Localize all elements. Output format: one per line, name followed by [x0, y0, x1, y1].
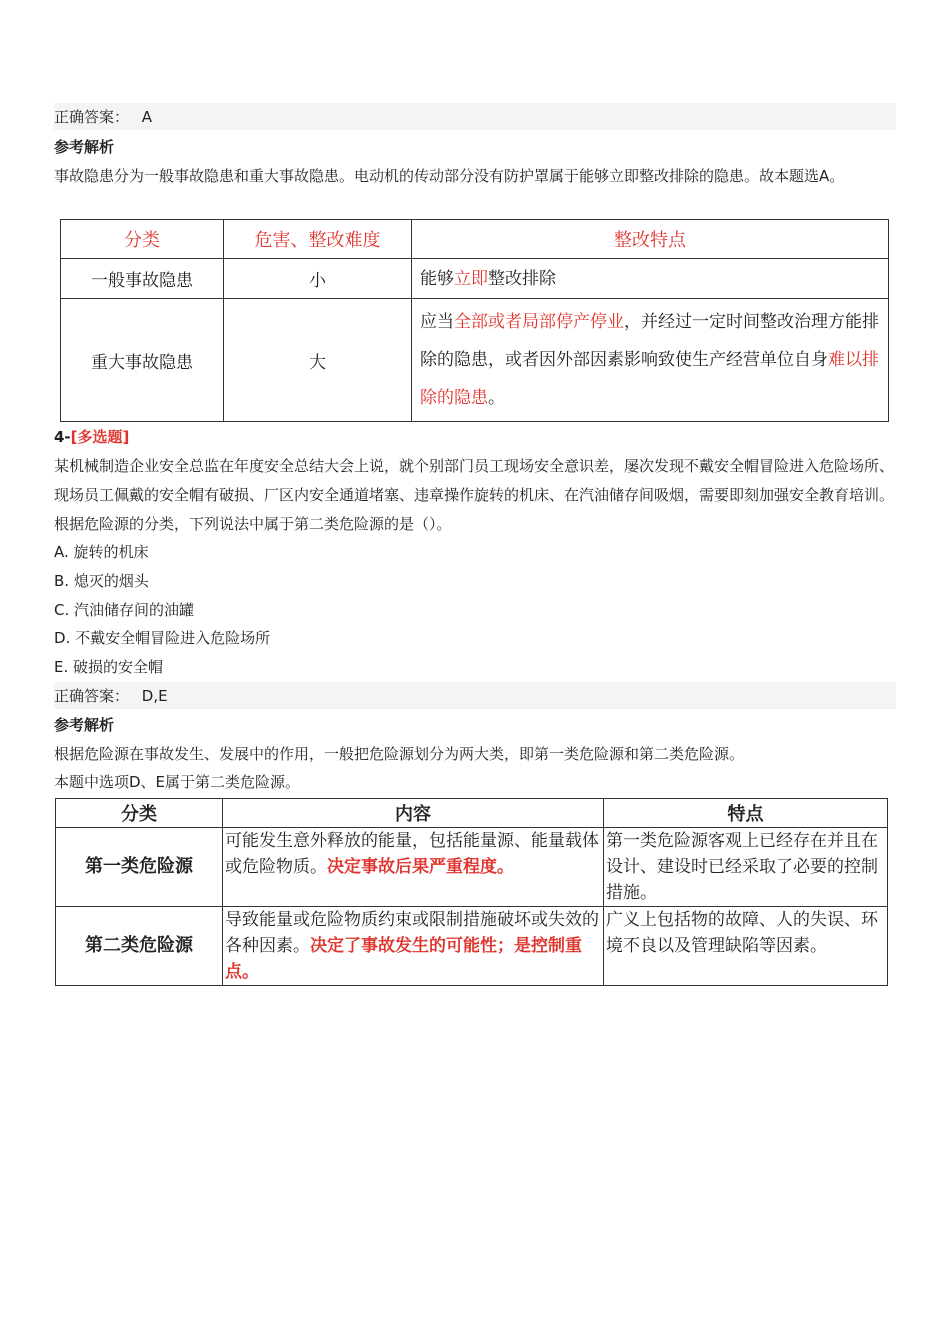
option-d[interactable]: D. 不戴安全帽冒险进入危险场所 [54, 629, 271, 647]
analysis-title: 参考解析 [54, 138, 115, 156]
table-cell: 小 [224, 259, 412, 299]
table-cell: 能够立即整改排除 [412, 259, 889, 299]
analysis-text: 事故隐患分为一般事故隐患和重大事故隐患。电动机的传动部分没有防护罩属于能够立即整改排除的隐患。故本题选A。 [54, 167, 845, 185]
table-header: 分类 [56, 799, 223, 828]
table-row [56, 828, 888, 907]
table-row [61, 259, 889, 299]
table-cell: 导致能量或危险物质约束或限制措施破坏或失效的各种因素。决定了事故发生的可能性；是控制重点。 [223, 907, 604, 986]
answer-value: A [141, 108, 153, 126]
table-cell: 广义上包括物的故障、人的失误、环境不良以及管理缺陷等因素。 [604, 907, 888, 986]
answer-label: 正确答案： [54, 108, 130, 126]
table-cell: 第一类危险源 [56, 828, 223, 907]
hazard-source-table [55, 798, 888, 986]
table-cell: 重大事故隐患 [61, 299, 224, 422]
answer-value: D,E [141, 687, 168, 705]
analysis-line: 本题中选项D、E属于第二类危险源。 [54, 773, 301, 791]
question-stem: 某机械制造企业安全总监在年度安全总结大会上说，就个别部门员工现场安全意识差，屡次发现不戴安全帽冒险进入危险场所、现场员工佩戴的安全帽有破损、厂区内安全通道堵塞、违章操作旋转的机床、在汽油储存间吸烟，需要即刻加强安全教育培训。根据危险源的分类，下列说法中属于第二类危险源的是（）。 [54, 457, 895, 533]
hazard-table [60, 219, 889, 422]
table-cell: 大 [224, 299, 412, 422]
table-row [56, 907, 888, 986]
table-header: 整改特点 [412, 220, 889, 259]
option-a[interactable]: A. 旋转的机床 [54, 543, 149, 561]
answer-bar [54, 103, 896, 130]
table-header: 分类 [61, 220, 224, 259]
analysis-title: 参考解析 [54, 716, 115, 734]
answer-line [54, 685, 168, 707]
option-b[interactable]: B. 熄灭的烟头 [54, 572, 149, 590]
table-header: 危害、整改难度 [224, 220, 412, 259]
table-cell: 一般事故隐患 [61, 259, 224, 299]
answer-label: 正确答案： [54, 687, 130, 705]
option-c[interactable]: C. 汽油储存间的油罐 [54, 601, 195, 619]
answer-line [54, 106, 152, 128]
analysis-line: 根据危险源在事故发生、发展中的作用，一般把危险源划分为两大类，即第一类危险源和第二类危险源。 [54, 745, 745, 763]
table-cell: 应当全部或者局部停产停业，并经过一定时间整改治理方能排除的隐患，或者因外部因素影响致使生产经营单位自身难以排除的隐患。 [412, 299, 889, 422]
table-row [61, 299, 889, 422]
question-header: 4-[多选题] [54, 428, 130, 446]
table-cell: 第一类危险源客观上已经存在并且在设计、建设时已经采取了必要的控制措施。 [604, 828, 888, 907]
table-header: 内容 [223, 799, 604, 828]
option-e[interactable]: E. 破损的安全帽 [54, 658, 164, 676]
table-cell: 第二类危险源 [56, 907, 223, 986]
answer-bar [54, 682, 896, 709]
table-header: 特点 [604, 799, 888, 828]
table-cell: 可能发生意外释放的能量，包括能量源、能量载体或危险物质。决定事故后果严重程度。 [223, 828, 604, 907]
